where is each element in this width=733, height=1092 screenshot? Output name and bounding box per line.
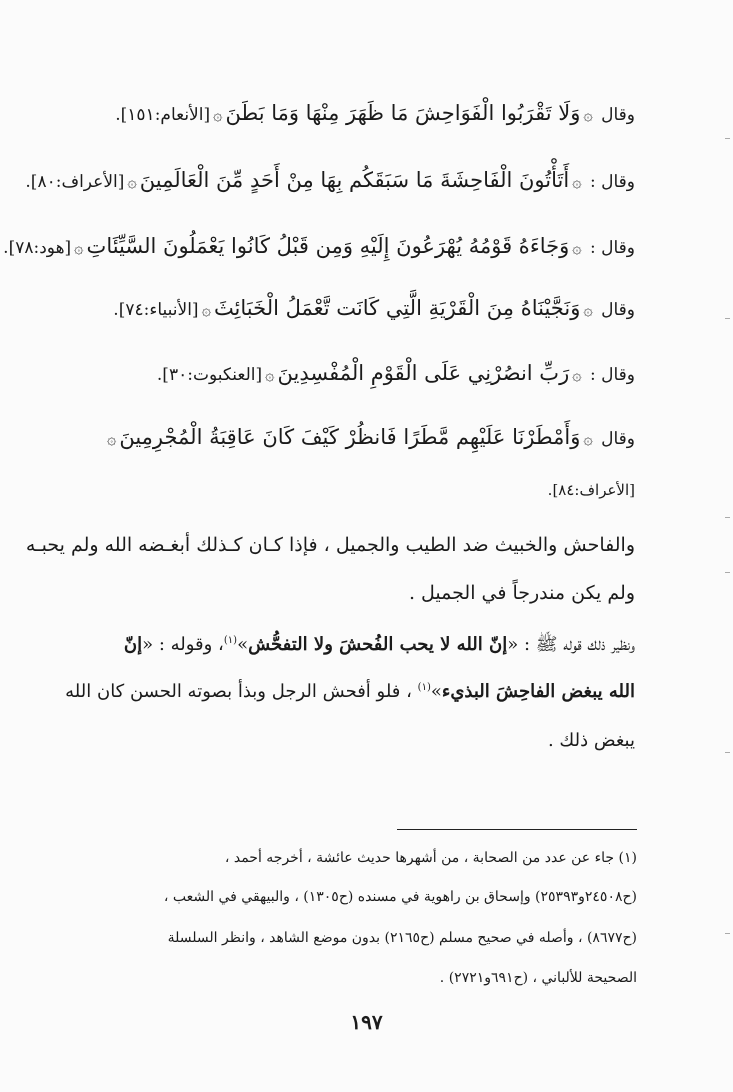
ornament-close-icon: ۞ [106,429,117,448]
verse-6-reference [80,483,635,498]
footnote-line-4: الصحيحة للألباني ، (ح٦٩١و٢٧٢١) . [439,970,637,986]
footnote-line-3: (ح٨٦٧٧) ، وأصله في صحيح مسلم (ح٢١٦٥) بدون موضع الشاهد ، وانظر السلسلة [167,930,637,946]
scan-mark [725,933,730,934]
verse-line-1 [80,103,635,124]
verse-reference: [العنكبوت:٣٠]. [156,365,263,385]
hadith-text-2: الله يبغض الفاحِشَ البذيء [441,681,635,702]
paragraph-2-line-1 [80,636,635,654]
verse-line-2 [25,168,635,192]
ornament-open-icon: ۞ [572,365,582,384]
footnote-marker[interactable]: (١) [223,635,238,646]
verse-line-4 [80,298,635,319]
ornament-open-icon: ۞ [572,238,582,257]
scan-mark [725,572,730,573]
hadith-text-2-start: إنّ [123,634,143,655]
ornament-open-icon: ۞ [583,429,593,448]
ornament-close-icon: ۞ [265,365,275,384]
verse-prefix: وقال [601,105,635,125]
footnote-line-2: (ح٢٤٥٠٨و٢٥٣٩٣) وإسحاق بن راهوية في مسنده (ح١٣٠٥) ، والبيهقي في الشعب ، [163,889,637,905]
ornament-open-icon: ۞ [572,172,582,191]
ornament-open-icon: ۞ [583,105,593,124]
verse-text: وَأَمْطَرْنَا عَلَيْهِم مَّطَرًا فَانظُرْ كَيْفَ كَانَ عَاقِبَةُ الْمُجْرِمِينَ [119,425,581,449]
verse-line-6 [80,427,635,448]
verse-reference: [الأعراف:٨٤]. [547,481,635,499]
ornament-close-icon: ۞ [201,300,211,319]
footnote-line-1: (١) جاء عن عدد من الصحابة ، من أشهرها حديث عائشة ، أخرجه أحمد ، [224,850,637,866]
verse-prefix: وقال : [590,238,635,258]
ornament-close-icon: ۞ [213,105,223,124]
verse-prefix: وقال [601,429,635,449]
quote-close: » [430,681,442,702]
paragraph-2-line-2 [65,681,635,702]
verse-text: رَبِّ انصُرْنِي عَلَى الْقَوْمِ الْمُفْسِدِينَ [277,361,570,385]
scan-mark [725,138,730,139]
para2-connector: ، وقوله : « [142,634,224,655]
verse-prefix: وقال [601,300,635,320]
verse-reference: [هود:٧٨]. [3,238,72,258]
verse-line-5 [80,363,635,384]
verse-reference: [الأنبياء:٧٤]. [113,300,199,320]
verse-text: وَجَاءَهُ قَوْمُهُ يُهْرَعُونَ إِلَيْهِ وَمِن قَبْلُ كَانُوا يَعْمَلُونَ السَّيِّئَاتِ [86,234,570,258]
para2-intro: ونظير ذلك قوله ﷺ : « [507,634,635,655]
verse-prefix: وقال : [590,172,635,192]
scan-mark [725,752,730,753]
verse-text: أَتَأْتُونَ الْفَاحِشَةَ مَا سَبَقَكُم بِهَا مِنْ أَحَدٍ مِّنَ الْعَالَمِينَ [139,168,570,192]
verse-text: وَنَجَّيْنَاهُ مِنَ الْقَرْيَةِ الَّتِي كَانَت تَّعْمَلُ الْخَبَائِثَ [213,296,581,320]
footnote-marker[interactable]: (١) [417,682,431,693]
page-number: ١٩٧ [350,1010,383,1034]
scan-mark [725,517,730,518]
paragraph-1-line-2: ولم يكن مندرجاً في الجميل . [408,582,635,604]
verse-text: وَلَا تَقْرَبُوا الْفَوَاحِشَ مَا ظَهَرَ مِنْهَا وَمَا بَطَنَ [225,101,581,125]
paragraph-1-line-1: والفاحش والخبيث ضد الطيب والجميل ، فإذا كـان كـذلك أبغـضه الله ولم يحبـه [25,534,635,556]
ornament-close-icon: ۞ [74,238,84,257]
verse-reference: [الأعراف:٨٠]. [25,172,125,192]
para2-continuation: ، فلو أفحش الرجل وبذأ بصوته الحسن كان الله [65,681,412,702]
verse-line-3 [3,234,635,258]
paragraph-2-line-3: يبغض ذلك . [547,730,635,751]
quote-close: » [237,634,249,655]
verse-reference: [الأنعام:١٥١]. [115,105,211,125]
ornament-open-icon: ۞ [583,300,593,319]
scan-mark [725,318,730,319]
footnote-divider [397,829,637,830]
hadith-text-1: إنّ الله لا يحب الفُحشَ ولا التفحُّش [248,634,508,655]
verse-prefix: وقال : [590,365,635,385]
ornament-close-icon: ۞ [127,172,137,191]
